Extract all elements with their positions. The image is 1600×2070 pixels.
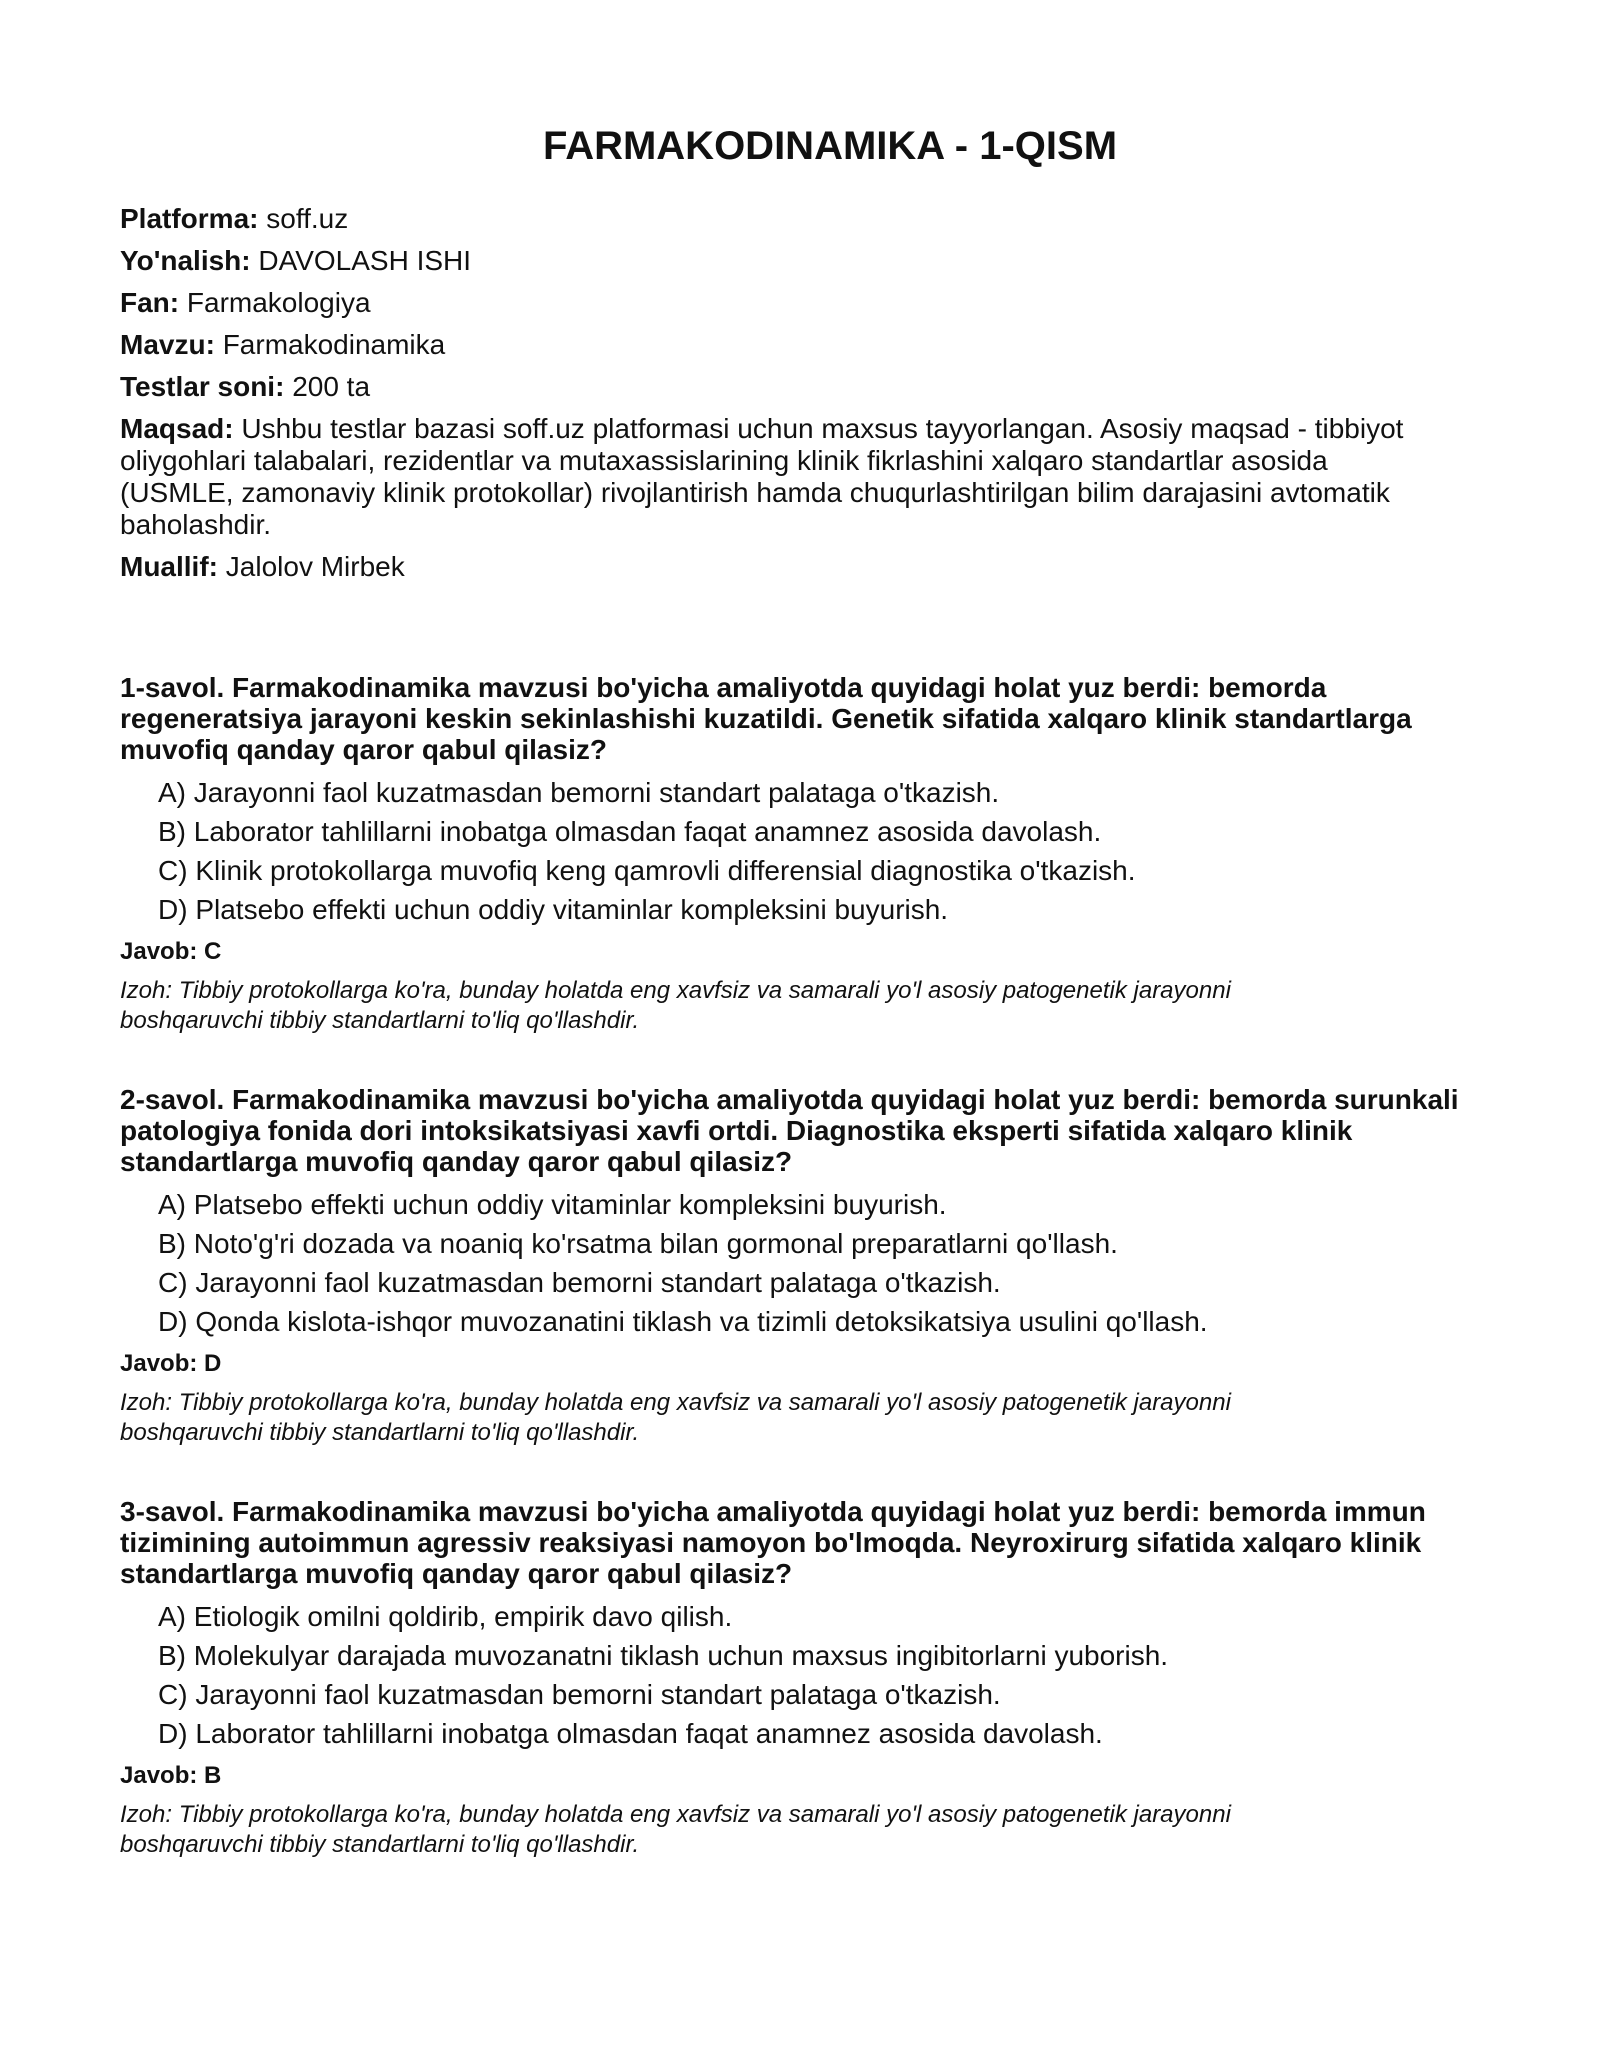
answer-options: [120, 1601, 1480, 1750]
option-b: B) Molekulyar darajada muvozanatni tiklash uchun maxsus ingibitorlarni yuborish.: [158, 1640, 1169, 1671]
meta-author-value: Jalolov Mirbek: [225, 551, 405, 582]
answer-key: Javob: B: [120, 1762, 222, 1789]
meta-direction-value: DAVOLASH ISHI: [258, 245, 472, 276]
option-a: A) Jarayonni faol kuzatmasdan bemorni standart palataga o'tkazish.: [158, 777, 1000, 808]
question-text: 2-savol. Farmakodinamika mavzusi bo'yicha amaliyotda quyidagi holat yuz berdi: bemorda surunkali patologiya fonida dori intoksikatsiyasi xavfi ortdi. Diagnostika eksperti sifatida xalqaro klinik standartlarga muvofiq qanday qaror qabul qilasiz?: [120, 1084, 1459, 1177]
answer-explanation: Izoh: Tibbiy protokollarga ko'ra, bunday holatda eng xavfsiz va samarali yo'l asosiy patogenetik jarayonni boshqaruvchi tibbiy standartlarni to'liq qo'llashdir.: [120, 1389, 1231, 1446]
question-list: [120, 672, 1480, 1908]
option-b: B) Noto'g'ri dozada va noaniq ko'rsatma bilan gormonal preparatlarni qo'llash.: [158, 1228, 1118, 1259]
option-c: C) Jarayonni faol kuzatmasdan bemorni standart palataga o'tkazish.: [158, 1267, 1001, 1298]
meta-platform-label: Platforma:: [120, 203, 259, 234]
question-3: [120, 1496, 1480, 1860]
meta-platform-value: soff.uz: [266, 203, 349, 234]
answer-explanation: Izoh: Tibbiy protokollarga ko'ra, bunday holatda eng xavfsiz va samarali yo'l asosiy patogenetik jarayonni boshqaruvchi tibbiy standartlarni to'liq qo'llashdir.: [120, 977, 1231, 1034]
option-a: A) Etiologik omilni qoldirib, empirik davo qilish.: [158, 1601, 733, 1632]
answer-key: Javob: D: [120, 1350, 222, 1377]
document-metadata: [120, 203, 1440, 593]
meta-subject-value: Farmakologiya: [186, 287, 371, 318]
question-text: 3-savol. Farmakodinamika mavzusi bo'yicha amaliyotda quyidagi holat yuz berdi: bemorda immun tizimining autoimmun agressiv reaksiyasi namoyon bo'lmoqda. Neyroxirurg sifatida xalqaro klinik standartlarga muvofiq qanday qaror qabul qilasiz?: [120, 1496, 1426, 1589]
meta-goal: [120, 413, 1440, 541]
meta-platform: [120, 203, 1440, 235]
meta-goal-label: Maqsad:: [120, 413, 234, 444]
option-c: C) Jarayonni faol kuzatmasdan bemorni standart palataga o'tkazish.: [158, 1679, 1001, 1710]
meta-count-value: 200 ta: [292, 371, 371, 402]
document-title: FARMAKODINAMIKA - 1-QISM: [542, 124, 1118, 168]
meta-topic-label: Mavzu:: [120, 329, 215, 360]
option-b: B) Laborator tahlillarni inobatga olmasdan faqat anamnez asosida davolash.: [158, 816, 1102, 847]
option-d: D) Platsebo effekti uchun oddiy vitaminlar kompleksini buyurish.: [158, 894, 949, 925]
option-d: D) Qonda kislota-ishqor muvozanatini tiklash va tizimli detoksikatsiya usulini qo'llash.: [158, 1306, 1208, 1337]
meta-direction-label: Yo'nalish:: [120, 245, 251, 276]
meta-author: [120, 551, 1440, 583]
answer-options: [120, 1189, 1480, 1338]
answer-options: [120, 777, 1480, 926]
option-c: C) Klinik protokollarga muvofiq keng qamrovli differensial diagnostika o'tkazish.: [158, 855, 1136, 886]
meta-topic-value: Farmakodinamika: [222, 329, 446, 360]
meta-topic: [120, 329, 1440, 361]
meta-goal-value: Ushbu testlar bazasi soff.uz platformasi uchun maxsus tayyorlangan. Asosiy maqsad - tibbiyot oliygohlari talabalari, rezidentlar va mutaxassislarining klinik fikrlashini xalqaro standartlar asosida (USMLE, zamonaviy klinik protokollar) rivojlantirish hamda chuqurlashtirilgan bilim darajasini avtomatik baholashdir.: [120, 413, 1404, 540]
option-d: D) Laborator tahlillarni inobatga olmasdan faqat anamnez asosida davolash.: [158, 1718, 1103, 1749]
meta-subject-label: Fan:: [120, 287, 180, 318]
meta-author-label: Muallif:: [120, 551, 218, 582]
meta-count-label: Testlar soni:: [120, 371, 285, 402]
question-2: [120, 1084, 1480, 1448]
meta-direction: [120, 245, 1440, 277]
meta-subject: [120, 287, 1440, 319]
answer-key: Javob: C: [120, 938, 222, 965]
option-a: A) Platsebo effekti uchun oddiy vitaminlar kompleksini buyurish.: [158, 1189, 947, 1220]
meta-count: [120, 371, 1440, 403]
answer-explanation: Izoh: Tibbiy protokollarga ko'ra, bunday holatda eng xavfsiz va samarali yo'l asosiy patogenetik jarayonni boshqaruvchi tibbiy standartlarni to'liq qo'llashdir.: [120, 1801, 1231, 1858]
question-1: [120, 672, 1480, 1036]
question-text: 1-savol. Farmakodinamika mavzusi bo'yicha amaliyotda quyidagi holat yuz berdi: bemorda regeneratsiya jarayoni keskin sekinlashishi kuzatildi. Genetik sifatida xalqaro klinik standartlarga muvofiq qanday qaror qabul qilasiz?: [120, 672, 1412, 765]
